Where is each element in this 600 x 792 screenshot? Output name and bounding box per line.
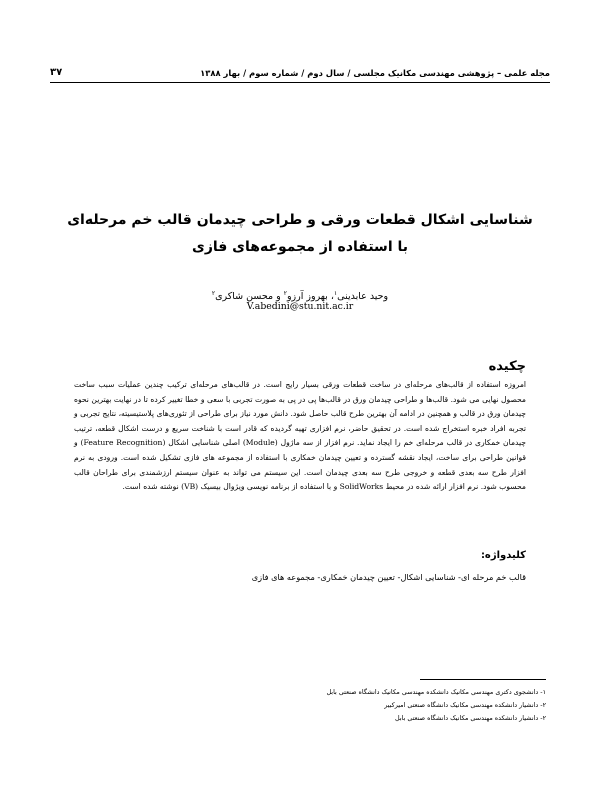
journal-line: مجله علمی – پژوهشی مهندسی مکانیک مجلسی / سال دوم / شماره سوم / بهار ۱۳۸۸ bbox=[200, 68, 550, 78]
footnote-item: ۱- دانشجوی دکتری مهندسی مکانیک دانشکده مهندسی مکانیک دانشگاه صنعتی بابل bbox=[326, 688, 546, 696]
author-3-affiliation: ۲ bbox=[211, 290, 216, 297]
abstract-heading: چکیده bbox=[488, 359, 526, 374]
author-1-affiliation: ۱ bbox=[333, 290, 338, 297]
author-3: محسن شاکری bbox=[215, 291, 274, 303]
title-line-1: شناسایی اشکال قطعات ورقی و طراحی چیدمان قالب خم مرحله‌ای bbox=[67, 212, 533, 228]
abstract-text-2: اصلی شناسایی اشکال bbox=[168, 438, 240, 448]
paper-title bbox=[60, 207, 540, 261]
abstract-term-vb: (VB) bbox=[181, 482, 199, 492]
author-email[interactable]: V.abedini@stu.nit.ac.ir bbox=[246, 301, 354, 312]
abstract-text-5: نوشته شده است. bbox=[122, 482, 179, 492]
abstract-text-4: و با استفاده از برنامه نویسی ویژوال بیسیک bbox=[200, 482, 338, 492]
page-number: ۳۷ bbox=[50, 67, 63, 78]
footnotes bbox=[246, 686, 546, 725]
abstract-term-module: (Module) bbox=[242, 438, 278, 448]
author-separator: ، bbox=[327, 291, 334, 303]
footnote-item: ۲- دانشیار دانشکده مهندسی مکانیک دانشگاه صنعتی بابل bbox=[395, 714, 546, 722]
abstract-body bbox=[74, 378, 526, 495]
author-2-affiliation: ۲ bbox=[283, 290, 287, 297]
abstract-text-3: و قوانین طراحی برای ساخت، ایجاد نقشه گسترده و تعیین چیدمان خمکاری با استفاده از مجموعه های فازی تشکیل شده است. ورودی به نرم افزار طرح سه بعدی قطعه و خروجی طرح سه بعدی چیدمان است. این سیستم می تواند به عنوان سیستم ارزشمندی برای طراحان قالب محسوب شود. نرم افزار ارائه شده در محیط bbox=[74, 438, 526, 492]
author-2: بهروز آرزو bbox=[286, 291, 328, 303]
title-line-2: با استفاده از مجموعه‌های فازی bbox=[191, 239, 408, 255]
footnote-item: ۲- دانشیار دانشکده مهندسی مکانیک دانشگاه صنعتی امیرکبیر bbox=[384, 701, 546, 709]
abstract-text-1: امروزه استفاده از قالب‌های مرحله‌ای در ساخت قطعات ورقی بسیار رایج است. در قالب‌های مرحله‌ای ترکیب چندین عملیات سبب ساخت محصول نهایی می شود. قالب‌ها و طراحی چیدمان ورق در قالب‌ها پی در پی به صورت تجربی با سعی و خطا تغییر کرده تا در نهایت بهترین نحوه چیدمان ورق در قالب و همچنین در ادامه آن بهترین طرح قالب حاصل شود. دانش مورد نیاز برای طراحی از تئوری‌های پلاستیسیته، نتایج تجربی و تجربه افراد خبره استخراج شده است. در تحقیق حاضر، نرم افزاری تهیه گردیده که قادر است با شناخت سریع و درست اشکال قطعه، ترتیب چیدمان خمکاری در قالب مرحله‌ای خم را ایجاد نماید. نرم افزار از سه ماژول bbox=[74, 380, 526, 448]
running-header bbox=[50, 66, 550, 82]
header-rule bbox=[50, 82, 550, 83]
keywords-heading: کلیدواژه: bbox=[480, 550, 526, 561]
author-conjunction: و bbox=[273, 291, 284, 303]
footnote-rule bbox=[420, 679, 546, 680]
keywords-list: قالب خم مرحله ای- شناسایی اشکال- تعیین چیدمان خمکاری- مجموعه های فازی bbox=[251, 572, 526, 582]
abstract-term-feature: (Feature Recognition) bbox=[80, 438, 166, 448]
abstract-term-solidworks: SolidWorks bbox=[339, 482, 384, 492]
author-1: وحید عابدینی bbox=[337, 291, 389, 303]
